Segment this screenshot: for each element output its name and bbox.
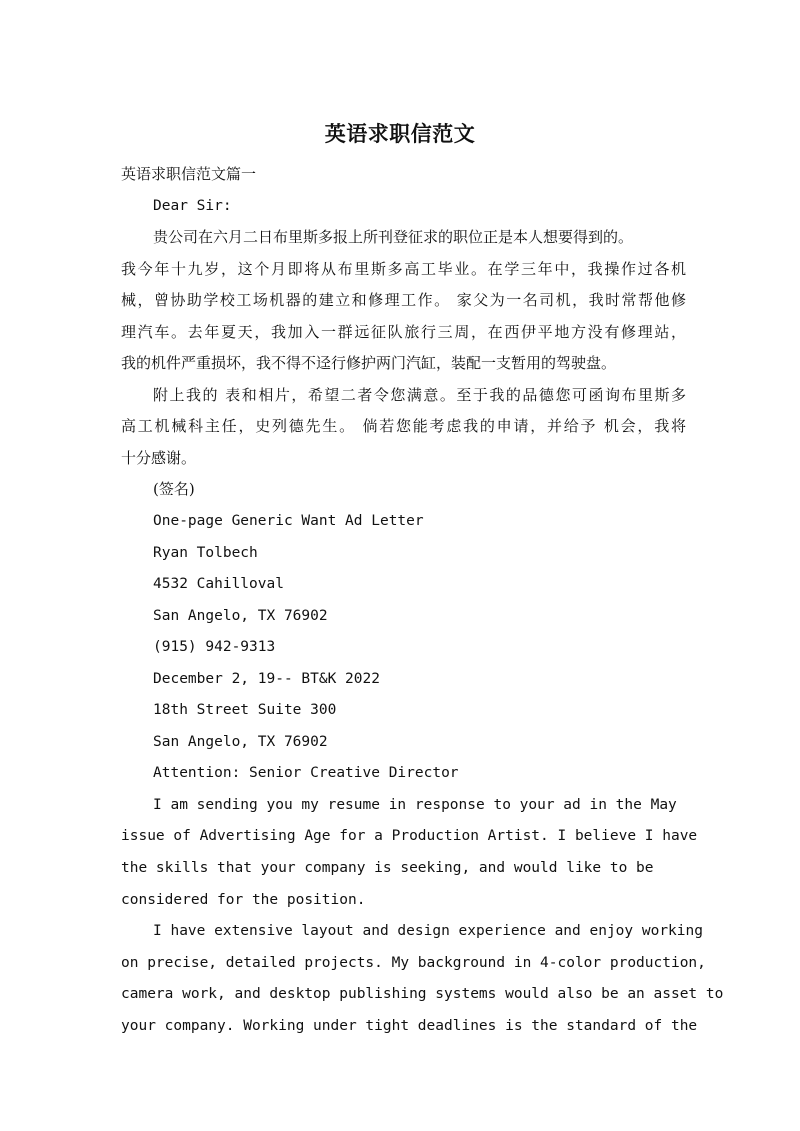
letter-line: 附上我的 表和相片，希望二者令您满意。至于我的品德您可函询布里斯多 [153, 385, 686, 404]
letter-line: considered for the position. [121, 891, 366, 908]
letter-line: 理汽车。去年夏天，我加入一群远征队旅行三周，在西伊平地方没有修理站， [121, 322, 686, 341]
letter-line: on precise, detailed projects. My background in 4-color production, [121, 954, 706, 971]
letter-line: 械，曾协助学校工场机器的建立和修理工作。 家父为一名司机，我时常帮他修 [121, 291, 686, 310]
letter-line: December 2, 19-- BT&K 2022 [153, 670, 380, 687]
letter-line: I am sending you my resume in response to your ad in the May [153, 796, 677, 813]
letter-line: the skills that your company is seeking, and would like to be [121, 860, 654, 877]
letter-body [121, 159, 724, 1042]
letter-line: San Angelo, TX 76902 [153, 733, 328, 750]
letter-line: 4532 Cahilloval [153, 576, 284, 593]
section-heading: 英语求职信范文篇一 [121, 165, 257, 183]
letter-line: 贵公司在六月二日布里斯多报上所刊登征求的职位正是本人想要得到的。 [153, 228, 634, 247]
letter-line: your company. Working under tight deadlines is the standard of the [121, 1017, 698, 1034]
letter-lines [121, 191, 724, 1043]
letter-line: I have extensive layout and design experience and enjoy working [153, 923, 703, 940]
letter-line: Attention: Senior Creative Director [153, 765, 459, 782]
document-title: 英语求职信范文 [324, 122, 476, 146]
letter-line: 18th Street Suite 300 [153, 702, 337, 719]
letter-line: (915) 942-9313 [153, 639, 276, 656]
letter-line: (签名) [153, 480, 195, 499]
letter-line: issue of Advertising Age for a Production Artist. I believe I have [121, 828, 698, 845]
letter-line: Dear Sir: [153, 197, 232, 214]
letter-line: 高工机械科主任，史列德先生。 倘若您能考虑我的申请，并给予 机会，我将 [121, 417, 686, 436]
letter-line: 我的机件严重损坏，我不得不迳行修护两门汽缸，装配一支暂用的驾驶盘。 [121, 354, 617, 373]
letter-line: San Angelo, TX 76902 [153, 607, 328, 624]
letter-line: 十分感谢。 [121, 448, 197, 467]
letter-line: One-page Generic Want Ad Letter [153, 513, 424, 530]
letter-line: 我今年十九岁，这个月即将从布里斯多高工毕业。在学三年中，我操作过各机 [121, 259, 686, 278]
letter-line: camera work, and desktop publishing systems would also be an asset to [121, 986, 724, 1003]
letter-line: Ryan Tolbech [153, 544, 258, 561]
